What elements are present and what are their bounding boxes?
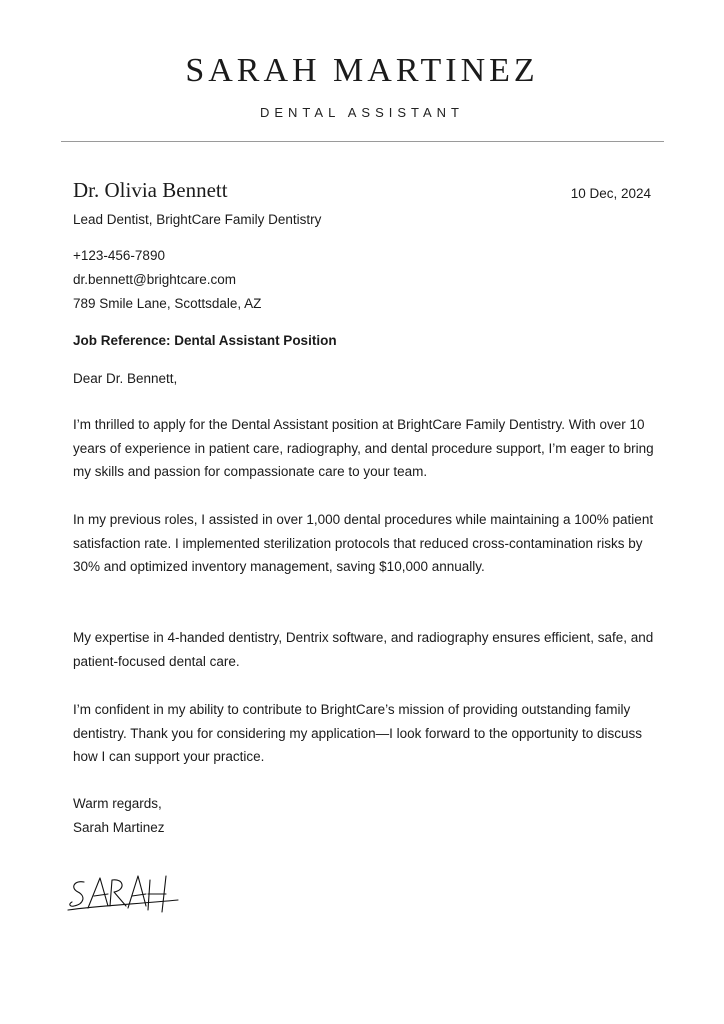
body-paragraph-2: In my previous roles, I assisted in over 1,000 dental procedures while maintaining a 100% patient satisfaction rate. I implemented sterilization protocols that reduced cross-contamination risks by 30% and optimized inventory management, saving $10,000 annually. <box>73 512 654 574</box>
recipient-email: dr.bennett@brightcare.com <box>73 272 237 287</box>
body-paragraph-4: I’m confident in my ability to contribute to BrightCare’s mission of providing outstanding family dentistry. Thank you for considering my application—I look forward to the opportunity to discuss how I can support your practice. <box>73 702 643 764</box>
recipient-name: Dr. Olivia Bennett <box>73 178 228 202</box>
recipient-phone: +123-456-7890 <box>73 248 165 263</box>
body-paragraph-1: I’m thrilled to apply for the Dental Assistant position at BrightCare Family Dentistry. With over 10 years of experience in patient care, radiography, and dental procedure support, I’m eager to bring my skills and passion for compassionate care to your team. <box>73 417 654 479</box>
body-paragraph-3: My expertise in 4-handed dentistry, Dentrix software, and radiography ensures efficient, safe, and patient-focused dental care. <box>73 630 654 669</box>
letter-date: 10 Dec, 2024 <box>570 186 651 201</box>
sender-name-title: SARAH MARTINEZ <box>185 52 539 89</box>
recipient-address: 789 Smile Lane, Scottsdale, AZ <box>73 296 262 311</box>
header-divider <box>61 141 664 142</box>
recipient-title: Lead Dentist, BrightCare Family Dentistry <box>73 212 322 227</box>
handwritten-signature <box>66 870 184 918</box>
salutation: Dear Dr. Bennett, <box>73 371 178 386</box>
job-reference: Job Reference: Dental Assistant Position <box>73 333 337 348</box>
sender-name: Sarah Martinez <box>73 820 165 835</box>
closing: Warm regards, <box>73 796 162 811</box>
sender-role: DENTAL ASSISTANT <box>259 105 464 120</box>
